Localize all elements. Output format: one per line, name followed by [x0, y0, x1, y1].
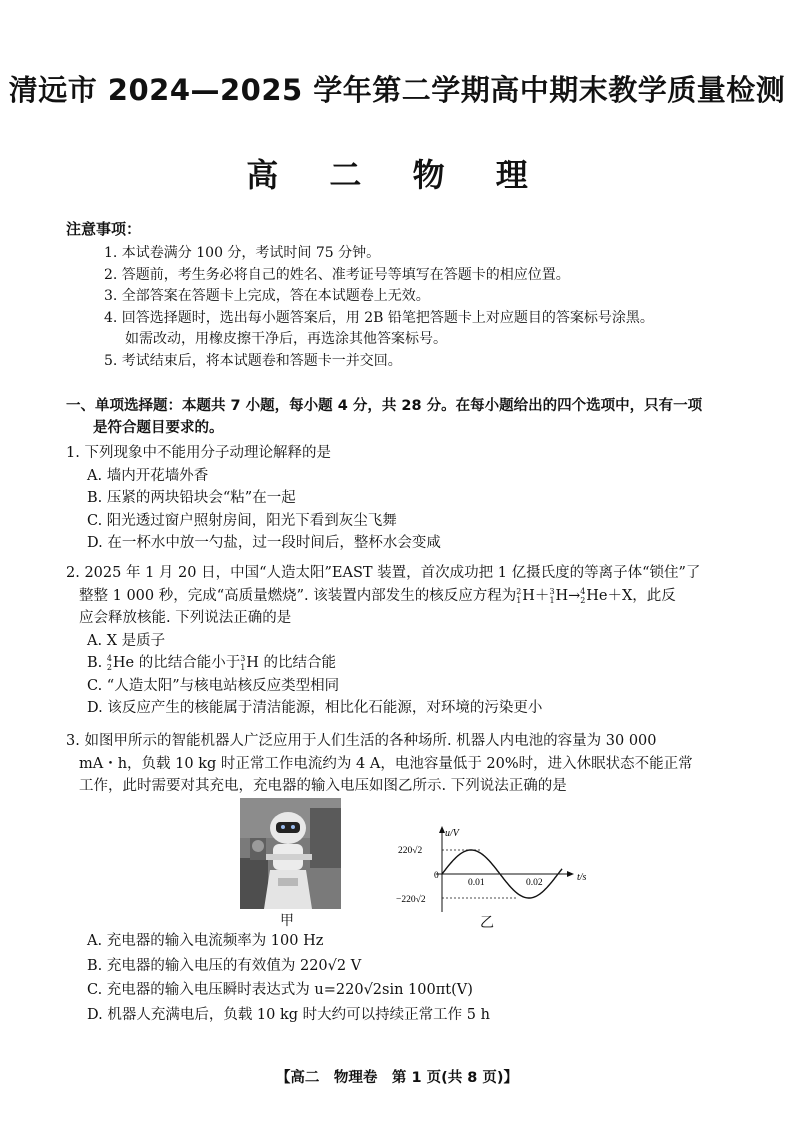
x-tick-label: 0.01: [468, 878, 485, 888]
notice-heading: 注意事项：: [66, 220, 142, 238]
notice-item: 2. 答题前，考生务必将自己的姓名、准考证号等填写在答题卡的相应位置。: [104, 266, 570, 283]
stem-text: 整整 1 000 秒，完成“高质量燃烧”. 该装置内部发生的核反应方程为: [79, 587, 517, 604]
option-c: C. 充电器的输入电压瞬时表达式为 u=220√2sin 100πt(V): [87, 982, 473, 998]
question-stem-line2: [66, 585, 766, 608]
option-c: C. 阳光透过窗户照射房间，阳光下看到灰尘飞舞: [87, 512, 397, 529]
option-d: D. 该反应产生的核能属于清洁能源，相比化石能源，对环境的污染更小: [87, 700, 543, 716]
notice-item: 3. 全部答案在答题卡上完成，答在本试题卷上无效。: [104, 288, 430, 304]
question-stem-line3: 应会释放核能. 下列说法正确的是: [79, 610, 292, 626]
figure-caption-left: 甲: [280, 913, 294, 929]
exam-title: 清远市 2024—2025 学年第二学期高中期末教学质量检测: [8, 73, 786, 107]
notice-item-continued: 如需改动，用橡皮擦干净后，再选涂其他答案标号。: [125, 331, 447, 347]
option-b: B. 充电器的输入电压的有效值为 220√2 V: [87, 957, 362, 974]
section-heading-line2: 是符合题目要求的。: [93, 420, 224, 436]
nuclide-he4: 4 2: [106, 654, 112, 672]
notice-item: 4. 回答选择题时，选出每小题答案后，用 2B 铅笔把答题卡上对应题目的答案标号涂黑。: [104, 309, 654, 326]
nuclide-he4: 4 2: [580, 586, 586, 605]
y-max-label: 220√2: [398, 846, 423, 856]
nuclide-h3: 3 1: [549, 586, 555, 605]
question-stem-line3: 工作，此时需要对其充电，充电器的输入电压如图乙所示. 下列说法正确的是: [79, 778, 567, 794]
section-heading: [66, 395, 756, 439]
option-a: A. X 是质子: [87, 632, 166, 649]
option-d: D. 在一杯水中放一勺盐，过一段时间后，整杯水会变咸: [87, 535, 441, 551]
x-axis-arrow: [567, 871, 574, 877]
nuclide-h2: 2 1: [516, 586, 522, 605]
figure-caption-right: 乙: [480, 915, 494, 931]
option-text: He 的比结合能小于: [112, 655, 241, 671]
question-stem-line1: 3. 如图甲所示的智能机器人广泛应用于人们生活的各种场所. 机器人内电池的容量为 30 000: [66, 733, 657, 749]
option-c: C. “人造太阳”与核电站核反应类型相同: [87, 677, 340, 694]
question-stem-line1: 2. 2025 年 1 月 20 日，中国“人造太阳”EAST 装置，首次成功把 1 亿摄氏度的等离子体“锁住”了: [66, 565, 701, 581]
option-b: [66, 652, 766, 675]
question-1: [66, 442, 766, 555]
page-footer: 【高二 物理卷 第 1 页(共 8 页)】: [275, 1070, 519, 1086]
notice-list: [104, 243, 754, 372]
question-3: [66, 730, 766, 798]
origin-label: 0: [434, 871, 439, 881]
question-stem: 1. 下列现象中不能用分子动理论解释的是: [66, 445, 331, 461]
question-stem-line2: mA・h，负载 10 kg 时正常工作电流约为 4 A，电池容量低于 20%时，进入休眠状态不能正常: [79, 755, 693, 772]
section-heading-line1: 一、单项选择题：本题共 7 小题，每小题 4 分，共 28 分。在每小题给出的四个选项中，只有一项: [66, 398, 703, 414]
option-a: A. 充电器的输入电流频率为 100 Hz: [87, 933, 324, 949]
stem-text: H＋: [522, 587, 550, 604]
stem-text: H→: [555, 587, 581, 604]
x-tick-label: 0.02: [526, 878, 543, 888]
nuclide-h3: 3 1: [240, 654, 246, 672]
option-d: D. 机器人充满电后，负载 10 kg 时大约可以持续正常工作 5 h: [87, 1006, 490, 1023]
notice-item: 1. 本试卷满分 100 分，考试时间 75 分钟。: [104, 245, 381, 261]
voltage-graph: [396, 824, 592, 916]
subject-title: 高 二 物 理: [246, 156, 548, 194]
option-b: B. 压紧的两块铅块会“粘”在一起: [87, 490, 296, 506]
y-axis-label: u/V: [445, 828, 459, 839]
robot-photo: [240, 798, 341, 909]
option-label: B.: [87, 655, 103, 671]
option-text: H 的比结合能: [246, 655, 336, 671]
stem-text: He＋X，此反: [586, 587, 676, 604]
y-min-label: −220√2: [396, 895, 426, 905]
question-3-options: [66, 930, 766, 1028]
x-axis-label: t/s: [577, 872, 587, 883]
notice-item: 5. 考试结束后，将本试题卷和答题卡一并交回。: [104, 352, 402, 369]
question-2: [66, 562, 766, 720]
option-a: A. 墙内开花墙外香: [87, 467, 209, 484]
robot-illustration: [240, 798, 341, 909]
